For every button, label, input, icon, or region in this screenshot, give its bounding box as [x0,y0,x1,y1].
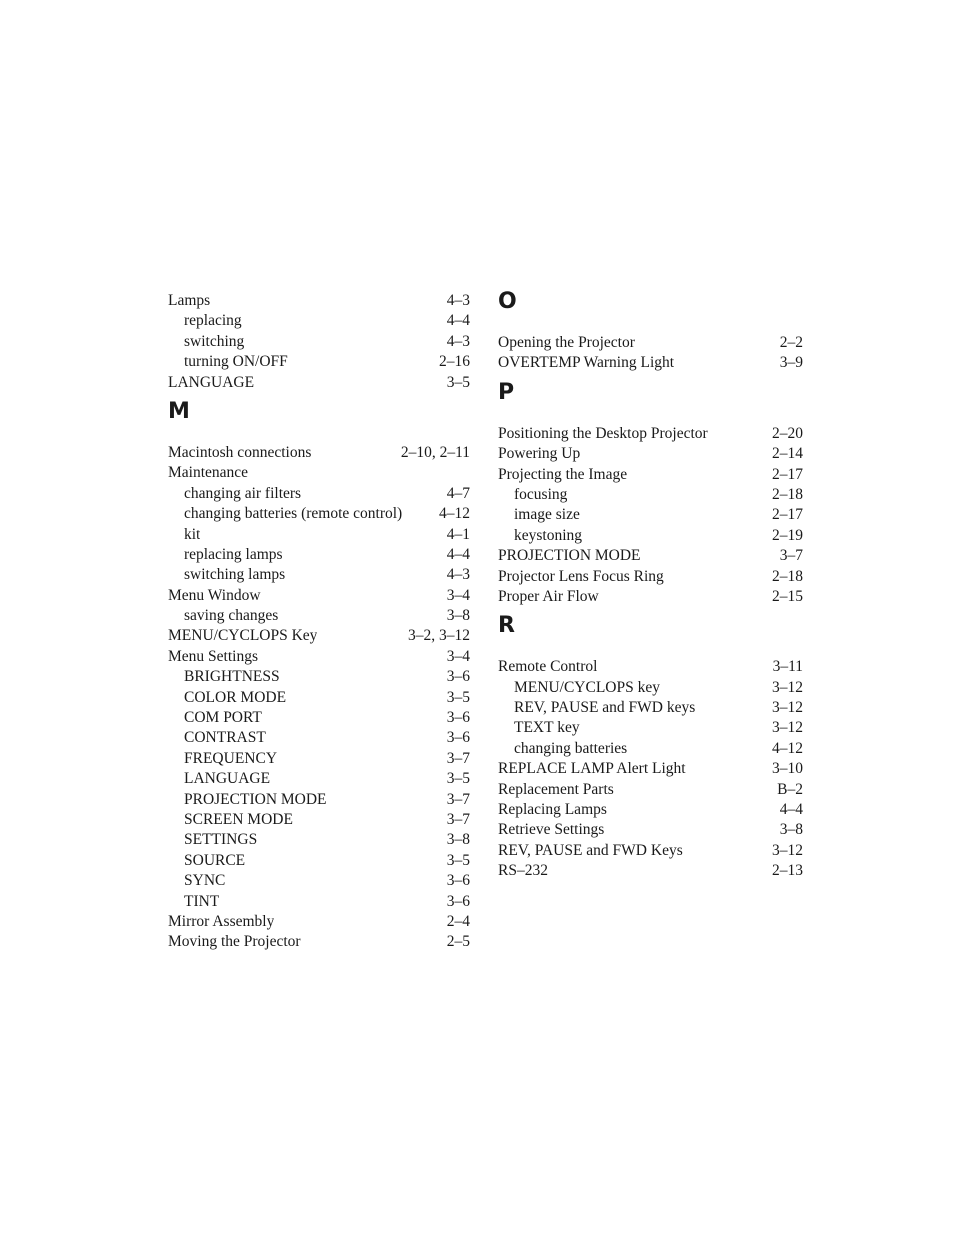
index-entry [498,465,803,485]
index-page-ref: 2–15 [772,587,803,605]
index-page-ref: 3–7 [779,547,803,565]
index-page-ref: 3–12 [772,699,803,717]
index-subentry [168,728,470,748]
index-term: keystoning [514,526,583,544]
index-term: switching lamps [184,566,286,584]
index-term: turning ON/OFF [184,353,288,371]
index-term: changing batteries [514,739,628,757]
index-page-ref: 4–3 [446,566,470,584]
index-page-ref: 4–3 [446,332,470,350]
index-term: image size [514,506,580,524]
index-page-ref: 3–8 [779,821,803,839]
index-page-ref: 3–2, 3–12 [408,627,470,645]
index-page-ref: 3–5 [446,688,470,706]
index-term: CONTRAST [184,729,266,747]
index-subentry [168,504,470,524]
index-term: Projector Lens Focus Ring [498,567,664,585]
index-entry [498,861,803,881]
index-page-ref: 2–20 [772,424,803,442]
index-term: Positioning the Desktop Projector [498,424,708,442]
index-subentry [168,810,470,830]
index-page-ref: 3–6 [446,729,470,747]
index-page-ref: 2–2 [779,334,803,351]
index-term: changing air filters [184,484,302,502]
index-page-ref: B–2 [777,780,803,798]
index-term: Maintenance [168,464,249,482]
index-page-ref: 4–7 [446,484,470,502]
index-term: MENU/CYCLOPS Key [168,627,318,645]
index-term: REPLACE LAMP Alert Light [498,760,686,778]
index-subentry [498,698,803,718]
section-letter-p: P [498,379,515,405]
index-page-ref: 3–6 [446,892,470,910]
index-entry [168,647,470,667]
index-page-ref: 3–6 [446,872,470,890]
index-term: Proper Air Flow [498,587,599,605]
index-term: kit [184,525,201,543]
index-term: TEXT key [514,719,580,737]
index-subentry [168,545,470,565]
index-page-ref: 4–1 [446,525,470,543]
index-entry [498,567,803,587]
index-entry [168,443,470,463]
index-column-left [168,291,470,953]
index-entry [498,444,803,464]
index-entry [168,912,470,932]
index-subentry [168,332,470,352]
index-term: SOURCE [184,851,246,869]
index-subentry [168,892,470,912]
index-subentry [168,708,470,728]
index-subentry [168,667,470,687]
index-page-ref: 3–8 [446,831,470,849]
index-entry [168,586,470,606]
index-page-ref: 3–12 [772,678,803,696]
index-entry [168,932,470,952]
index-entry [168,463,470,483]
index-group-o [498,333,803,374]
index-page-ref: 2–13 [772,862,803,880]
index-term: Mirror Assembly [168,912,275,930]
index-page-ref: 2–5 [446,933,470,951]
index-subentry [168,790,470,810]
index-subentry [498,678,803,698]
index-group-m [168,443,470,953]
index-page-ref: 3–12 [772,719,803,737]
section-letter-m: M [168,398,190,424]
index-term: Replacement Parts [498,780,614,798]
index-term: Projecting the Image [498,465,628,483]
index-subentry [168,851,470,871]
index-term: MENU/CYCLOPS key [514,678,660,696]
index-page-ref: 3–8 [446,607,470,625]
index-page-ref: 3–11 [772,658,803,676]
index-subentry [498,718,803,738]
index-entry [498,424,803,444]
index-group-p [498,424,803,608]
index-term: COM PORT [184,709,262,727]
index-entry [498,353,803,373]
index-subentry [168,830,470,850]
index-page-ref: 3–5 [446,373,470,391]
index-subentry [168,688,470,708]
index-subentry [168,749,470,769]
index-term: changing batteries (remote control) [184,505,403,523]
index-term: PROJECTION MODE [498,547,641,565]
index-page-ref: 3–7 [446,810,470,828]
index-term: FREQUENCY [184,749,278,767]
index-entry [498,780,803,800]
index-page-ref: 2–17 [772,506,803,524]
index-page-ref: 4–12 [772,739,803,757]
index-page-ref: 2–17 [772,465,803,483]
index-column-right [498,291,803,882]
index-term: Powering Up [498,445,581,463]
index-term: Remote Control [498,658,598,676]
index-term: TINT [184,892,220,910]
index-term: REV, PAUSE and FWD keys [514,699,696,717]
index-entry [498,841,803,861]
index-page-ref: 2–16 [439,353,470,371]
index-page-ref: 3–6 [446,668,470,686]
index-term: REV, PAUSE and FWD Keys [498,841,683,859]
index-subentry [168,606,470,626]
index-term: PROJECTION MODE [184,790,327,808]
section-letter-r: R [498,613,515,639]
index-page-ref: 4–4 [446,545,470,563]
index-entry [498,333,803,353]
section-letter-o: O [498,289,517,314]
index-subentry [168,311,470,331]
index-term: Moving the Projector [168,933,301,951]
index-page-ref: 3–7 [446,790,470,808]
index-page-ref: 3–12 [772,841,803,859]
index-entry [498,820,803,840]
index-term: LANGUAGE [168,373,255,391]
index-subentry [498,485,803,505]
index-term: focusing [514,485,568,503]
index-entry [498,800,803,820]
index-subentry [498,526,803,546]
index-term: SYNC [184,872,226,890]
index-term: COLOR MODE [184,688,287,706]
index-page-ref: 3–10 [772,760,803,778]
index-group-lamps-language [168,291,470,393]
index-page-ref: 2–4 [446,912,470,930]
index-page-ref: 4–12 [439,505,470,523]
index-term: Replacing Lamps [498,801,607,819]
index-entry [498,546,803,566]
index-page-ref: 3–4 [446,586,470,604]
index-subentry [168,525,470,545]
index-subentry [498,739,803,759]
index-entry [168,291,470,311]
index-term: Menu Settings [168,647,258,665]
index-term: replacing [184,312,242,330]
index-subentry [498,505,803,525]
index-term: SETTINGS [184,831,258,849]
index-group-r [498,657,803,881]
index-term: Macintosh connections [168,443,312,461]
index-term: RS–232 [498,862,548,880]
index-entry [168,626,470,646]
index-page-ref: 4–4 [446,312,470,330]
index-page-ref: 3–4 [446,647,470,665]
index-term: Opening the Projector [498,334,635,351]
index-page-ref: 3–7 [446,749,470,767]
index-page-ref: 2–19 [772,526,803,544]
index-term: Retrieve Settings [498,821,605,839]
index-page-ref: 4–3 [446,292,470,309]
index-entry [168,373,470,393]
index-term: SCREEN MODE [184,810,293,828]
index-page-ref: 2–10, 2–11 [400,443,470,461]
index-page-ref: 3–9 [779,354,803,372]
index-page-ref: 4–4 [779,801,803,819]
index-subentry [168,769,470,789]
index-entry [498,759,803,779]
index-term: Lamps [168,292,211,309]
index-entry [498,587,803,607]
index-page-ref: 2–18 [772,567,803,585]
index-subentry [168,484,470,504]
index-term: BRIGHTNESS [184,668,280,686]
index-subentry [168,352,470,372]
index-page-ref: 2–18 [772,485,803,503]
index-page-ref: 3–5 [446,851,470,869]
index-term: LANGUAGE [184,770,271,788]
index-term: saving changes [184,607,279,625]
index-page-ref: 3–6 [446,709,470,727]
index-page-ref: 3–5 [446,770,470,788]
index-subentry [168,565,470,585]
index-term: Menu Window [168,586,261,604]
index-term: switching [184,332,245,350]
index-page-ref: 2–14 [772,445,803,463]
index-term: OVERTEMP Warning Light [498,354,675,372]
index-entry [498,657,803,677]
index-subentry [168,871,470,891]
index-term: replacing lamps [184,545,283,563]
